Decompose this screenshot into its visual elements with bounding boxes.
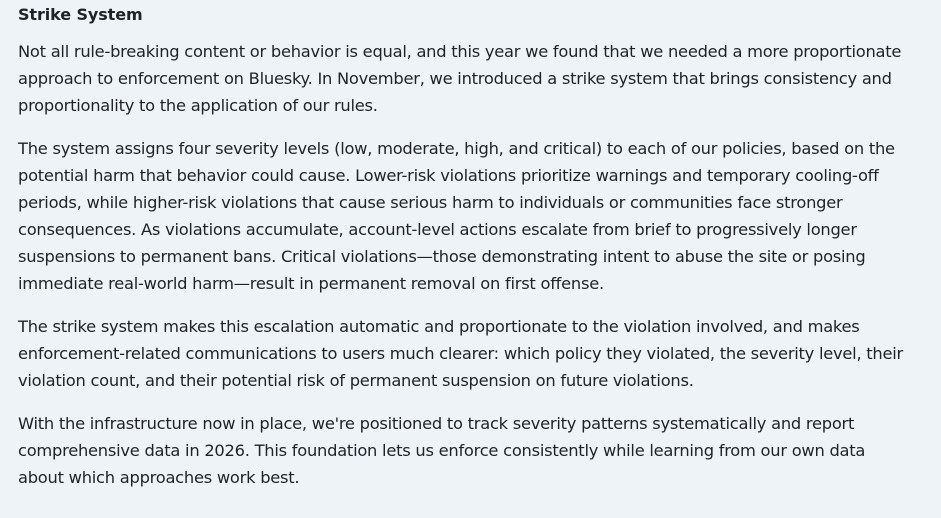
paragraph-infrastructure: With the infrastructure now in place, we're positioned to track severity patterns systematically and report comprehensive data in 2026. This foundation lets us enforce consistently while learning from our own data about which approaches work best. <box>18 414 866 487</box>
paragraph-intro: Not all rule-breaking content or behavior is equal, and this year we found that we needed a more proportionate approach to enforcement on Bluesky. In November, we introduced a strike system that brings consistency and proportionality to the application of our rules. <box>18 42 902 115</box>
paragraph-severity-levels: The system assigns four severity levels (low, moderate, high, and critical) to each of our policies, based on the potential harm that behavior could cause. Lower-risk violations prioritize warnings and temporary cooling-off periods, while higher-risk violations that cause serious harm to individuals or communities face stronger consequences. As violations accumulate, account-level actions escalate from brief to progressively longer suspensions to permanent bans. Critical violations—those demonstrating intent to abuse the site or posing immediate real-world harm—result in permanent removal on first offense. <box>18 139 895 293</box>
section-heading: Strike System <box>18 5 143 24</box>
paragraph-escalation: The strike system makes this escalation automatic and proportionate to the violation involved, and makes enforcement-related communications to users much clearer: which policy they violated, the severity level, their violation count, and their potential risk of permanent suspension on future violations. <box>18 317 903 390</box>
